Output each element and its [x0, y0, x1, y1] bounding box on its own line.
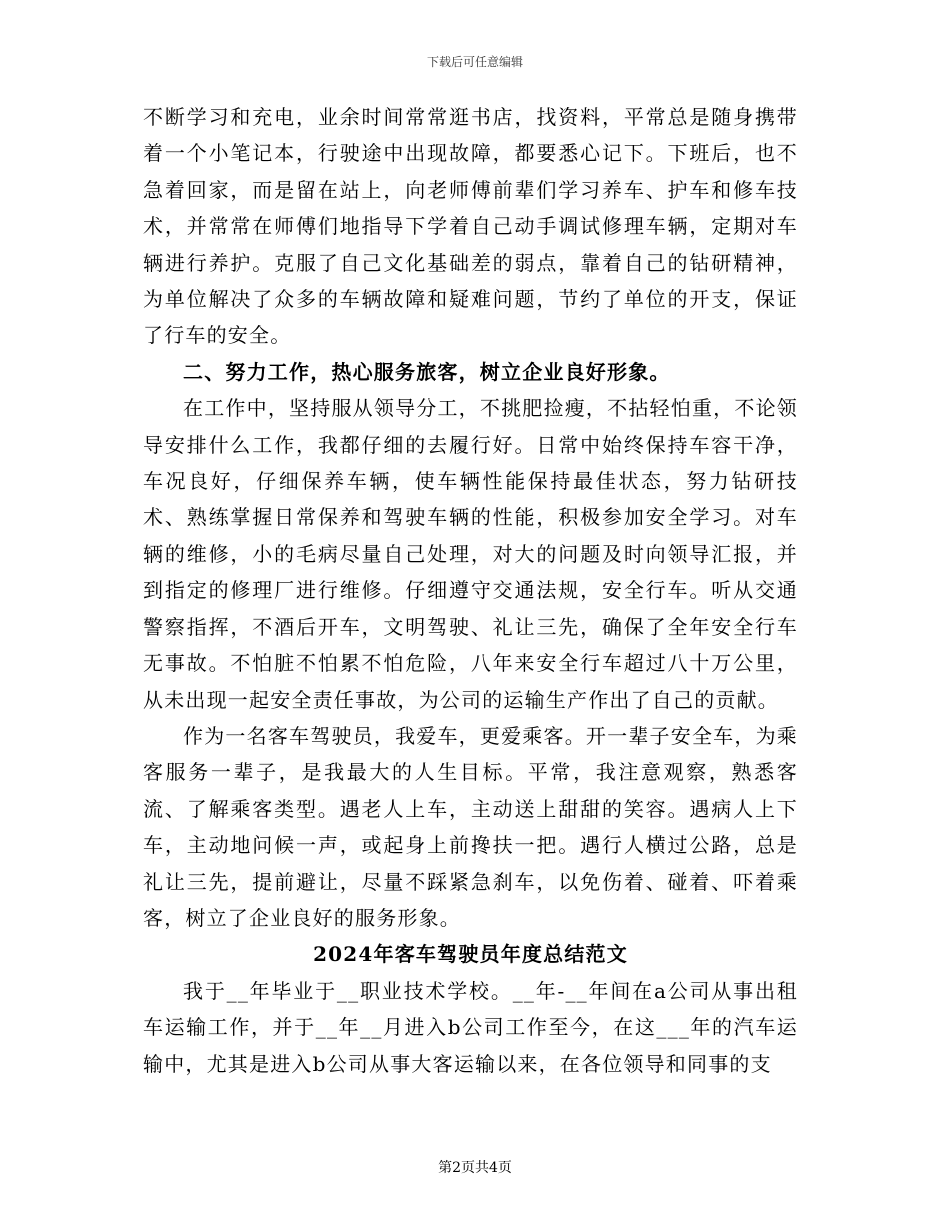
paragraph-continuation: 不断学习和充电，业余时间常常逛书店，找资料，平常总是随身携带着一个小笔记本，行驶途中出现故障，都要悉心记下。下班后，也不急着回家，而是留在站上，向老师傅前辈们学习养车、护车和修车技术，并常常在师傅们地指导下学着自己动手调试修理车辆，定期对车辆进行养护。克服了自己文化基础差的弱点，靠着自己的钻研精神，为单位解决了众多的车辆故障和疑难问题，节约了单位的开支，保证了行车的安全。: [143, 105, 798, 348]
section-heading: 二、努力工作，热心服务旅客，树立企业良好形象。: [183, 359, 671, 384]
paragraph: 我于__年毕业于__职业技术学校。__年-__年间在a公司从事出租车运输工作，并于__年__月进入b公司工作至今，在这___年的汽车运输中，尤其是进入b公司从事大客运输以来，在各位领导和同事的支: [143, 978, 798, 1076]
page-header: 下载后可任意编辑: [426, 55, 523, 69]
page-number: 第2页共4页: [438, 1160, 512, 1176]
document-body: [143, 99, 798, 1082]
paragraph: 作为一名客车驾驶员，我爱车，更爱乘客。开一辈子安全车，为乘客服务一辈子，是我最大的人生目标。平常，我注意观察，熟悉客流、了解乘客类型。遇老人上车，主动送上甜甜的笑容。遇病人上下车，主动地问候一声，或起身上前搀扶一把。遇行人横过公路，总是礼让三先，提前避让，尽量不踩紧急刹车，以免伤着、碰着、吓着乘客，树立了企业良好的服务形象。: [143, 723, 798, 930]
article-title: 2024年客车驾驶员年度总结范文: [313, 942, 628, 967]
paragraph: 在工作中，坚持服从领导分工，不挑肥捡瘦，不拈轻怕重，不论领导安排什么工作，我都仔细的去履行好。日常中始终保持车容干净，车况良好，仔细保养车辆，使车辆性能保持最佳状态，努力钻研技术、熟练掌握日常保养和驾驶车辆的性能，积极参加安全学习。对车辆的维修，小的毛病尽量自己处理，对大的问题及时向领导汇报，并到指定的修理厂进行维修。仔细遵守交通法规，安全行车。听从交通警察指挥，不酒后开车，文明驾驶、礼让三先，确保了全年安全行车无事故。不怕脏不怕累不怕危险，八年来安全行车超过八十万公里，从未出现一起安全责任事故，为公司的运输生产作出了自己的贡献。: [143, 396, 798, 712]
